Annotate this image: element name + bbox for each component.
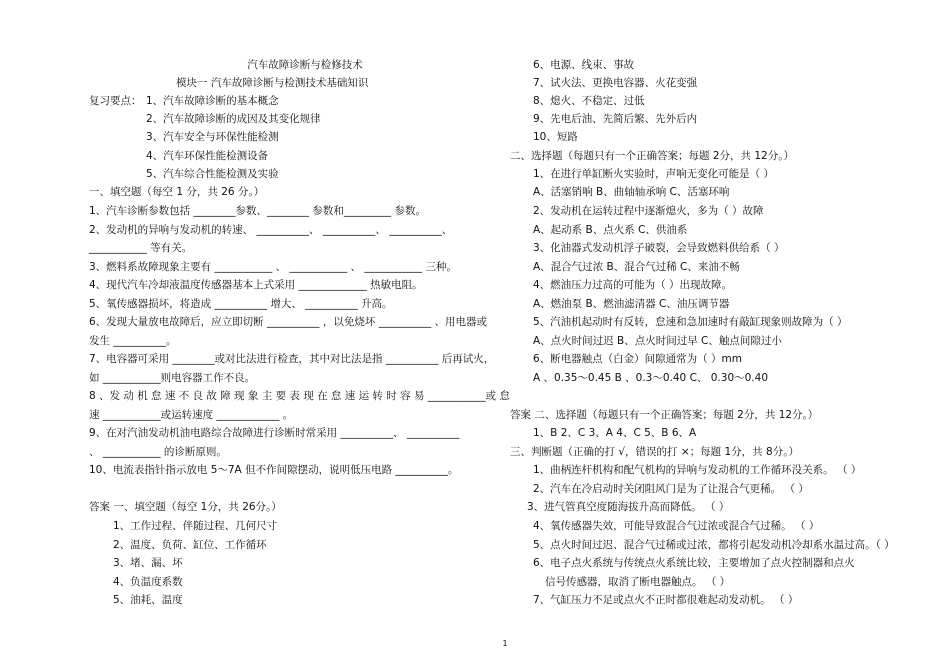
fill-question: 发生 __________。: [89, 335, 177, 347]
judge-question: 1、曲柄连杆机构和配气机构的异响与发动机的工作循环没关系。 （ ）: [533, 464, 862, 476]
choice-options: A 、0.35～0.45 B 、0.3～0.40 C、 0.30～0.40: [533, 372, 768, 384]
choice-question: 2、发动机在运转过程中逐渐熄火，多为（ ）故障: [533, 205, 764, 217]
choice-options: A、燃油泵 B、燃油滤清器 C、油压调节器: [533, 298, 730, 310]
fill-answer-item: 2、温度、负荷、缸位、工作循环: [113, 539, 267, 551]
fill-question: ___________ 等有关。: [89, 242, 193, 254]
review-label: 复习要点：: [89, 95, 142, 107]
fill-question: 1、汽车诊断参数包括 ________参数、________ 参数和_________ 参数。: [89, 205, 426, 217]
judge-question: 5、点火时间过迟、混合气过稀或过浓，都将引起发动机冷却系水温过高。（ ）: [533, 539, 895, 551]
judge-question-continued: 信号传感器，取消了断电器触点。 （ ）: [545, 576, 731, 588]
fill-answer-item: 3、堵、漏、坏: [113, 557, 183, 569]
fill-question: 4、现代汽车冷却液温度传感器基本上式采用 _____________ 热敏电阻。: [89, 279, 423, 291]
fill-question: 10、电流表指针指示放电 5～7A 但不作间隙摆动，说明低压电路 __________。: [89, 464, 459, 476]
fill-answer-item: 7、试火法、更换电容器、火花变强: [533, 77, 698, 89]
choice-options: A、混合气过浓 B、混合气过稀 C、来油不畅: [533, 261, 740, 273]
choice-answer-heading: 答案 二、选择题（每题只有一个正确答案；每题 2分，共 12分。）: [510, 409, 819, 421]
module-subtitle: 模块一 汽车故障诊断与检测技术基础知识: [176, 77, 369, 89]
fill-answer-item: 10、短路: [533, 131, 578, 143]
choice-question: 6、断电器触点（白金）间隙通常为（ ）mm: [533, 353, 742, 365]
choice-question: 3、化油器式发动机浮子破裂，会导致燃料供给系（ ）: [533, 242, 785, 254]
fill-question: 速 ___________或运转速度 ____________ 。: [89, 409, 294, 421]
choice-options: A、点火时间过迟 B、点火时间过早 C、触点间隙过小: [533, 335, 782, 347]
fill-answer-heading: 答案 一、填空题（每空 1分，共 26分。）: [89, 501, 282, 513]
judge-question: 4、氧传感器失效，可能导致混合气过浓或混合气过稀。 （ ）: [533, 520, 820, 532]
choice-question: 4、燃油压力过高的可能为（ ）出现故障。: [533, 279, 733, 291]
fill-question: 6、发现大量放电故障后，应立即切断 __________ ，以免烧坏 __________ 、用电器或: [89, 316, 488, 328]
fill-heading: 一、填空题（每空 1 分，共 26 分。）: [89, 186, 265, 198]
choice-question: 5、汽油机起动时有反转，怠速和急加速时有敲缸现象则故障为（ ）: [533, 316, 848, 328]
fill-question: 如 ___________则电容器工作不良。: [89, 372, 256, 384]
judge-question: 6、电子点火系统与传统点火系统比较，主要增加了点火控制器和点火: [533, 557, 855, 569]
fill-question: 、 ___________ 的诊断原则。: [89, 446, 227, 458]
fill-question: 3、燃料系故障现象主要有 ___________ 、 ___________ 、 ___________ 三种。: [89, 261, 457, 273]
choice-options: A、起动系 B、点火系 C、供油系: [533, 224, 688, 236]
fill-question: 7、电容器可采用 ________或对比法进行检查，其中对比法是指 __________ 后再试火，: [89, 353, 495, 365]
fill-answer-item: 6、电源、线束、事故: [533, 59, 635, 71]
choice-question: 1、在进行单缸断火实验时，声响无变化可能是（ ）: [533, 168, 775, 180]
fill-answer-item: 9、先电后油、先简后繁、先外后内: [533, 113, 698, 125]
review-item: 2、汽车故障诊断的成因及其变化规律: [146, 113, 321, 125]
review-item: 5、汽车综合性能检测及实验: [146, 168, 279, 180]
document-title: 汽车故障诊断与检修技术: [247, 59, 363, 71]
choice-heading: 二、选择题（每题只有一个正确答案；每题 2分，共 12分。）: [510, 150, 794, 162]
review-item: 4、汽车环保性能检测设备: [146, 150, 269, 162]
page-number: 1: [502, 639, 508, 648]
fill-question: 2、发动机的异响与发动机的转速、 __________、 __________、 __________、: [89, 224, 453, 236]
choice-answer-text: 1、B 2、C 3、A 4、C 5、B 6、A: [533, 427, 697, 439]
review-item: 1、汽车故障诊断的基本概念: [146, 95, 279, 107]
fill-question: 8 、发 动 机 怠 速 不 良 故 障 现 象 主 要 表 现 在 怠 速 运 转 时 容 易 ___________或 怠: [89, 390, 510, 402]
judge-question: 7、气缸压力不足或点火不正时都很难起动发动机。 （ ）: [533, 594, 799, 606]
judge-heading: 三、判断题（正确的打 √，错误的打 ×；每题 1分，共 8分。）: [510, 446, 799, 458]
fill-answer-item: 5、油耗、温度: [113, 594, 183, 606]
fill-answer-item: 4、负温度系数: [113, 576, 183, 588]
choice-options: A、活塞销响 B、曲轴轴承响 C、活塞环响: [533, 186, 730, 198]
judge-question: 3、进气管真空度随海拔升高而降低。 （ ）: [527, 501, 730, 513]
review-item: 3、汽车安全与环保性能检测: [146, 131, 279, 143]
fill-question: 9、在对汽油发动机油电路综合故障进行诊断时常采用 __________、 __________: [89, 427, 460, 439]
fill-answer-item: 8、熄火、不稳定、过低: [533, 95, 645, 107]
fill-answer-item: 1、工作过程、伴随过程、几何尺寸: [113, 520, 278, 532]
fill-question: 5、氧传感器损坏，将造成 __________ 增大、 __________ 升高。: [89, 298, 393, 310]
judge-question: 2、汽车在冷启动时关闭阻风门是为了让混合气更稀。 （ ）: [533, 483, 809, 495]
